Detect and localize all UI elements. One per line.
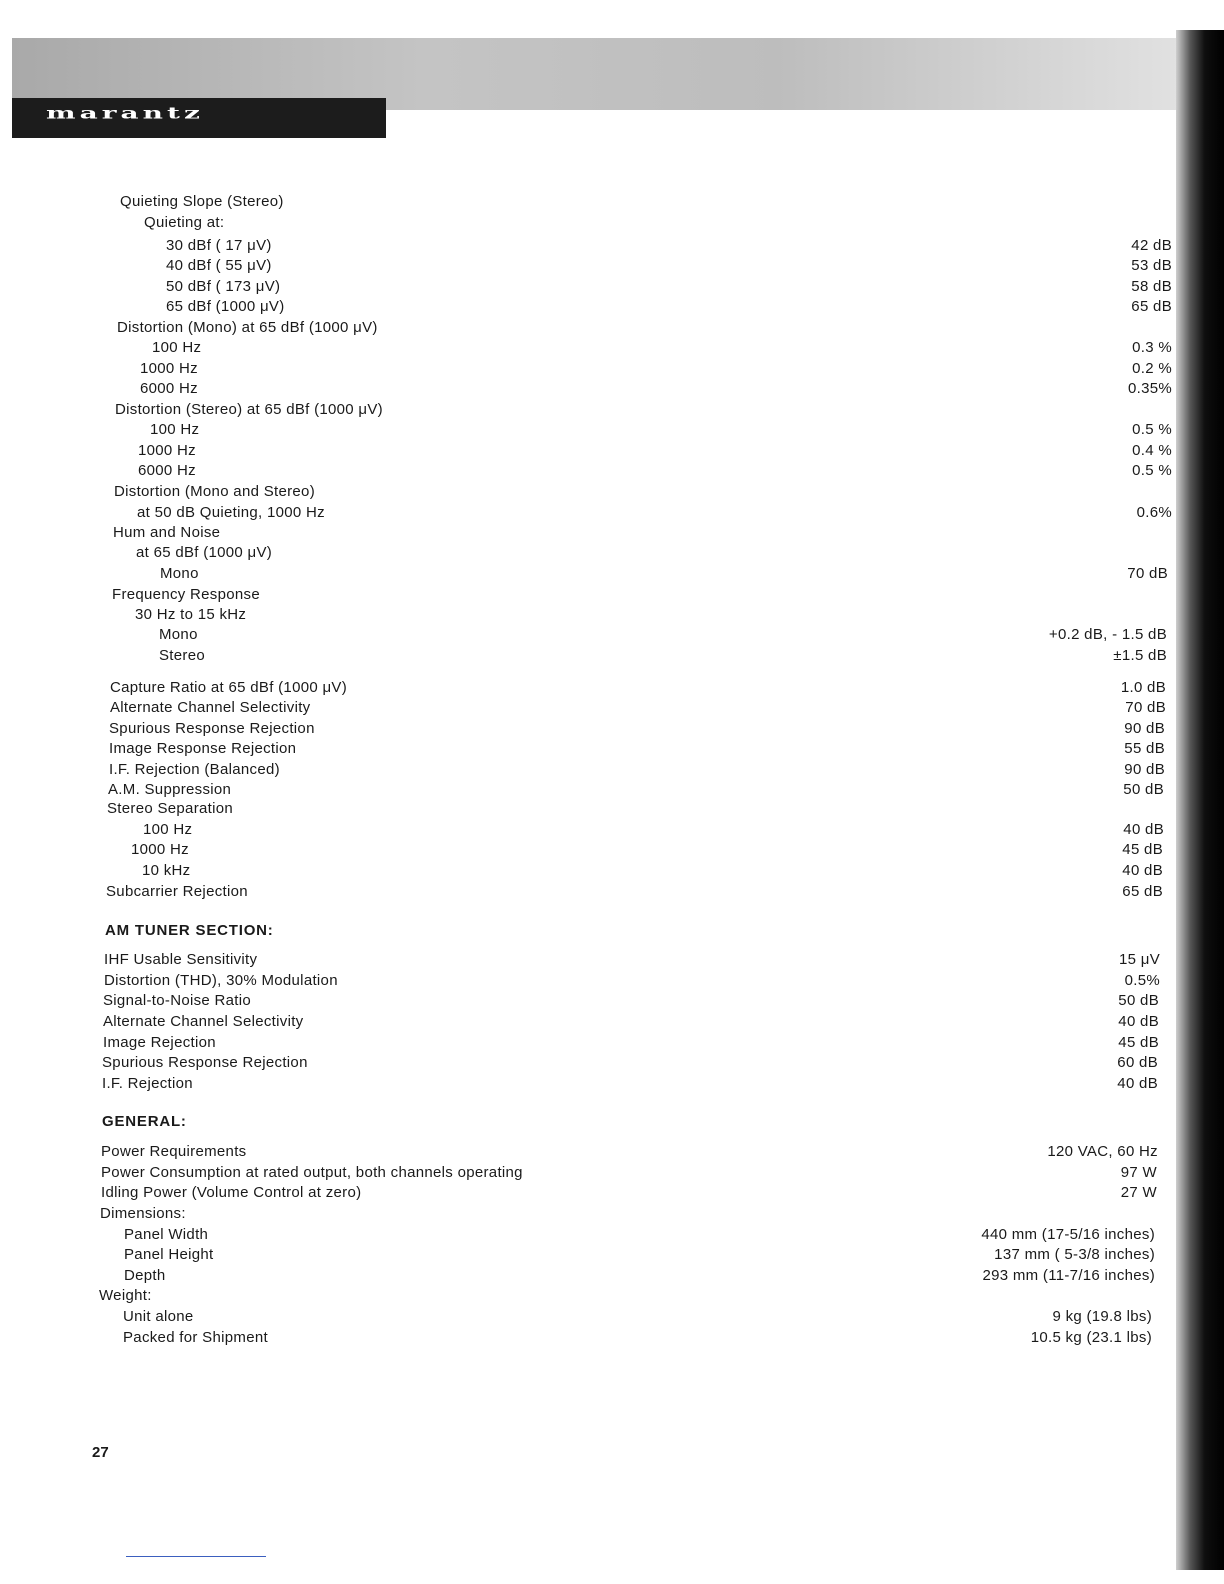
spec-row: Spurious Response Rejection 60 dB [102, 1054, 1158, 1071]
spec-row: A.M. Suppression 50 dB [108, 781, 1164, 798]
spec-group-heading: Distortion (Mono) at 65 dBf (1000 μV) [117, 319, 378, 336]
spec-row: Capture Ratio at 65 dBf (1000 μV) 1.0 dB [110, 679, 1166, 696]
spec-group-heading: Hum and Noise [113, 524, 221, 541]
spec-group-heading: Dimensions: [100, 1205, 186, 1222]
spec-row: Distortion (THD), 30% Modulation 0.5% [104, 972, 1160, 989]
spec-row: 10 kHz 40 dB [142, 862, 1163, 879]
spec-row: Panel Height 137 mm ( 5-3/8 inches) [124, 1246, 1155, 1263]
spec-row: Spurious Response Rejection 90 dB [109, 720, 1165, 737]
spec-row: Panel Width 440 mm (17-5/16 inches) [124, 1226, 1155, 1243]
spec-group-heading: Distortion (Mono and Stereo) [114, 483, 315, 500]
spec-row: Unit alone 9 kg (19.8 lbs) [123, 1308, 1152, 1325]
spec-group-heading: Weight: [99, 1287, 152, 1304]
spec-group-heading: Quieting Slope (Stereo) [120, 193, 284, 210]
spec-row: I.F. Rejection 40 dB [102, 1075, 1158, 1092]
spec-row: 50 dBf ( 173 μV) 58 dB [166, 278, 1172, 295]
spec-row: Mono 70 dB [160, 565, 1168, 582]
brand-logo [12, 98, 386, 138]
spec-row: Alternate Channel Selectivity 40 dB [103, 1013, 1159, 1030]
section-heading-general: GENERAL: [102, 1113, 187, 1130]
spec-row: I.F. Rejection (Balanced) 90 dB [109, 761, 1165, 778]
spec-row: Alternate Channel Selectivity 70 dB [110, 699, 1166, 716]
spec-row: Power Requirements 120 VAC, 60 Hz [101, 1143, 1158, 1160]
spec-row: 6000 Hz 0.35% [140, 380, 1172, 397]
brand-logo-text: marantz [46, 104, 204, 123]
spec-subheading: at 65 dBf (1000 μV) [136, 544, 273, 561]
spec-row: Packed for Shipment 10.5 kg (23.1 lbs) [123, 1329, 1152, 1346]
spec-group-heading: Stereo Separation [107, 800, 234, 817]
spec-row: Depth 293 mm (11-7/16 inches) [124, 1267, 1155, 1284]
spec-row: Mono +0.2 dB, - 1.5 dB [159, 626, 1167, 643]
spec-row: 40 dBf ( 55 μV) 53 dB [166, 257, 1172, 274]
spec-row: at 50 dB Quieting, 1000 Hz 0.6% [137, 504, 1172, 521]
spec-row: Signal-to-Noise Ratio 50 dB [103, 992, 1159, 1009]
spec-row: 65 dBf (1000 μV) 65 dB [166, 298, 1172, 315]
spec-row: 100 Hz 40 dB [143, 821, 1164, 838]
page-number: 27 [92, 1444, 109, 1461]
spec-row: Image Response Rejection 55 dB [109, 740, 1165, 757]
spec-list [0, 192, 1176, 1372]
scan-binding-edge [1176, 30, 1224, 1570]
spec-row: Subcarrier Rejection 65 dB [106, 883, 1163, 900]
spec-group-heading: Frequency Response [112, 586, 260, 603]
spec-row: 1000 Hz 0.4 % [138, 442, 1172, 459]
spec-row: Image Rejection 45 dB [103, 1034, 1159, 1051]
spec-row: 100 Hz 0.3 % [152, 339, 1172, 356]
spec-row: 100 Hz 0.5 % [150, 421, 1172, 438]
spec-row: 1000 Hz 0.2 % [140, 360, 1172, 377]
spec-row: Stereo ±1.5 dB [159, 647, 1167, 664]
spec-row: Power Consumption at rated output, both channels operating 97 W [101, 1164, 1157, 1181]
spec-subheading: 30 Hz to 15 kHz [135, 606, 247, 623]
spec-row: Idling Power (Volume Control at zero) 27 W [101, 1184, 1157, 1201]
spec-row: IHF Usable Sensitivity 15 μV [104, 951, 1160, 968]
spec-group-heading: Distortion (Stereo) at 65 dBf (1000 μV) [115, 401, 383, 418]
section-heading-am: AM TUNER SECTION: [105, 922, 274, 939]
bottom-rule [126, 1556, 266, 1557]
spec-row: 6000 Hz 0.5 % [138, 462, 1172, 479]
spec-subheading: Quieting at: [144, 214, 225, 231]
spec-row: 1000 Hz 45 dB [131, 841, 1163, 858]
spec-row: 30 dBf ( 17 μV) 42 dB [166, 237, 1172, 254]
